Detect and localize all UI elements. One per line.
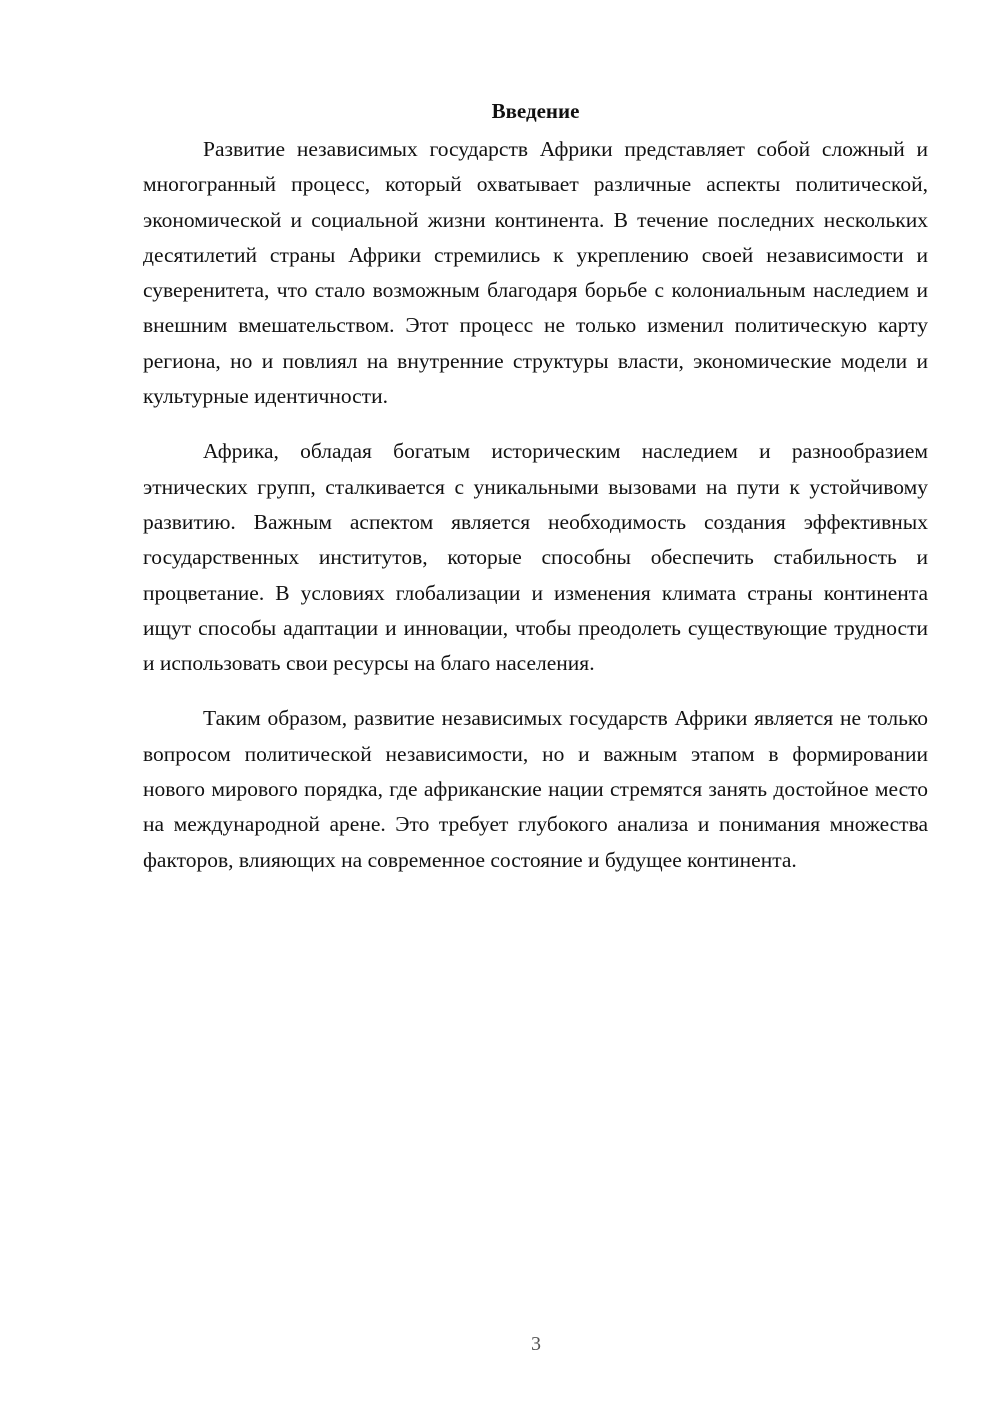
paragraph-1: Развитие независимых государств Африки представляет собой сложный и многогранный процесс, который охватывает различные аспекты политической, экономической и социальной жизни континента. В течение последних нескольких десятилетий страны Африки стремились к укреплению своей независимости и суверенитета, что стало возможным благодаря борьбе с колониальным наследием и внешним вмешательством. Этот процесс не только изменил политическую карту региона, но и повлиял на внутренние структуры власти, экономические модели и культурные идентичности. [143, 137, 928, 409]
paragraph-3: Таким образом, развитие независимых государств Африки является не только вопросом политической независимости, но и важным этапом в формировании нового мирового порядка, где африканские нации стремятся занять достойное место на международной арене. Это требует глубокого анализа и понимания множества факторов, влияющих на современное состояние и будущее континента. [143, 706, 928, 872]
section-heading: Введение [491, 99, 580, 123]
paragraph-2: Африка, обладая богатым историческим наследием и разнообразием этнических групп, сталкивается с уникальными вызовами на пути к устойчивому развитию. Важным аспектом является необходимость создания эффективных государственных институтов, которые способны обеспечить стабильность и процветание. В условиях глобализации и изменения климата страны континента ищут способы адаптации и инновации, чтобы преодолеть существующие трудности и использовать свои ресурсы на благо населения. [143, 439, 928, 676]
page-content [143, 96, 928, 898]
page-number: 3 [531, 1333, 541, 1355]
